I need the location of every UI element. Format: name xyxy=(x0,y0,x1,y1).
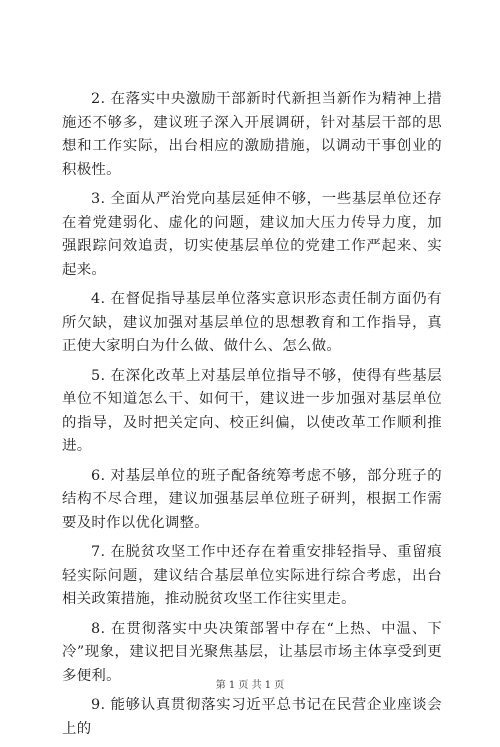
paragraph-item-7: 7. 在脱贫攻坚工作中还存在着重安排轻指导、重留痕轻实际问题，建议结合基层单位实际进行综合考虑，出台相关政策措施，推动脱贫攻坚工作往实里走。 xyxy=(62,544,442,607)
document-body xyxy=(62,88,442,747)
paragraph-item-3: 3. 全面从严治党向基层延伸不够，一些基层单位还存在着党建弱化、虚化的问题，建议加大压力传导力度，加强跟踪问效追责，切实使基层单位的党建工作严起来、实起来。 xyxy=(62,191,442,278)
paragraph-item-9: 9. 能够认真贯彻落实习近平总书记在民营企业座谈会上的 xyxy=(62,697,442,737)
paragraph-item-4: 4. 在督促指导基层单位落实意识形态责任制方面仍有所欠缺，建议加强对基层单位的思想教育和工作指导，真正使大家明白为什么做、做什么、怎么做。 xyxy=(62,291,442,354)
paragraph-item-6: 6. 对基层单位的班子配备统筹考虑不够，部分班子的结构不尽合理，建议加强基层单位班子研判，根据工作需要及时作以优化调整。 xyxy=(62,467,442,531)
paragraph-item-8: 8. 在贯彻落实中央决策部署中存在“上热、中温、下冷”现象，建议把目光聚焦基层，让基层市场主体享受到更多便利。 xyxy=(62,620,442,684)
paragraph-item-5: 5. 在深化改革上对基层单位指导不够，使得有些基层单位不知道怎么干、如何干，建议进一步加强对基层单位的指导，及时把关定向、校正纠偏，以使改革工作顺利推进。 xyxy=(62,367,442,454)
page-footer: 第 1 页 共 1 页 xyxy=(215,680,285,691)
paragraph-item-2: 2. 在落实中央激励干部新时代新担当新作为精神上措施还不够多，建议班子深入开展调研，针对基层干部的思想和工作实际，出台相应的激励措施，以调动干事创业的积极性。 xyxy=(62,91,442,178)
